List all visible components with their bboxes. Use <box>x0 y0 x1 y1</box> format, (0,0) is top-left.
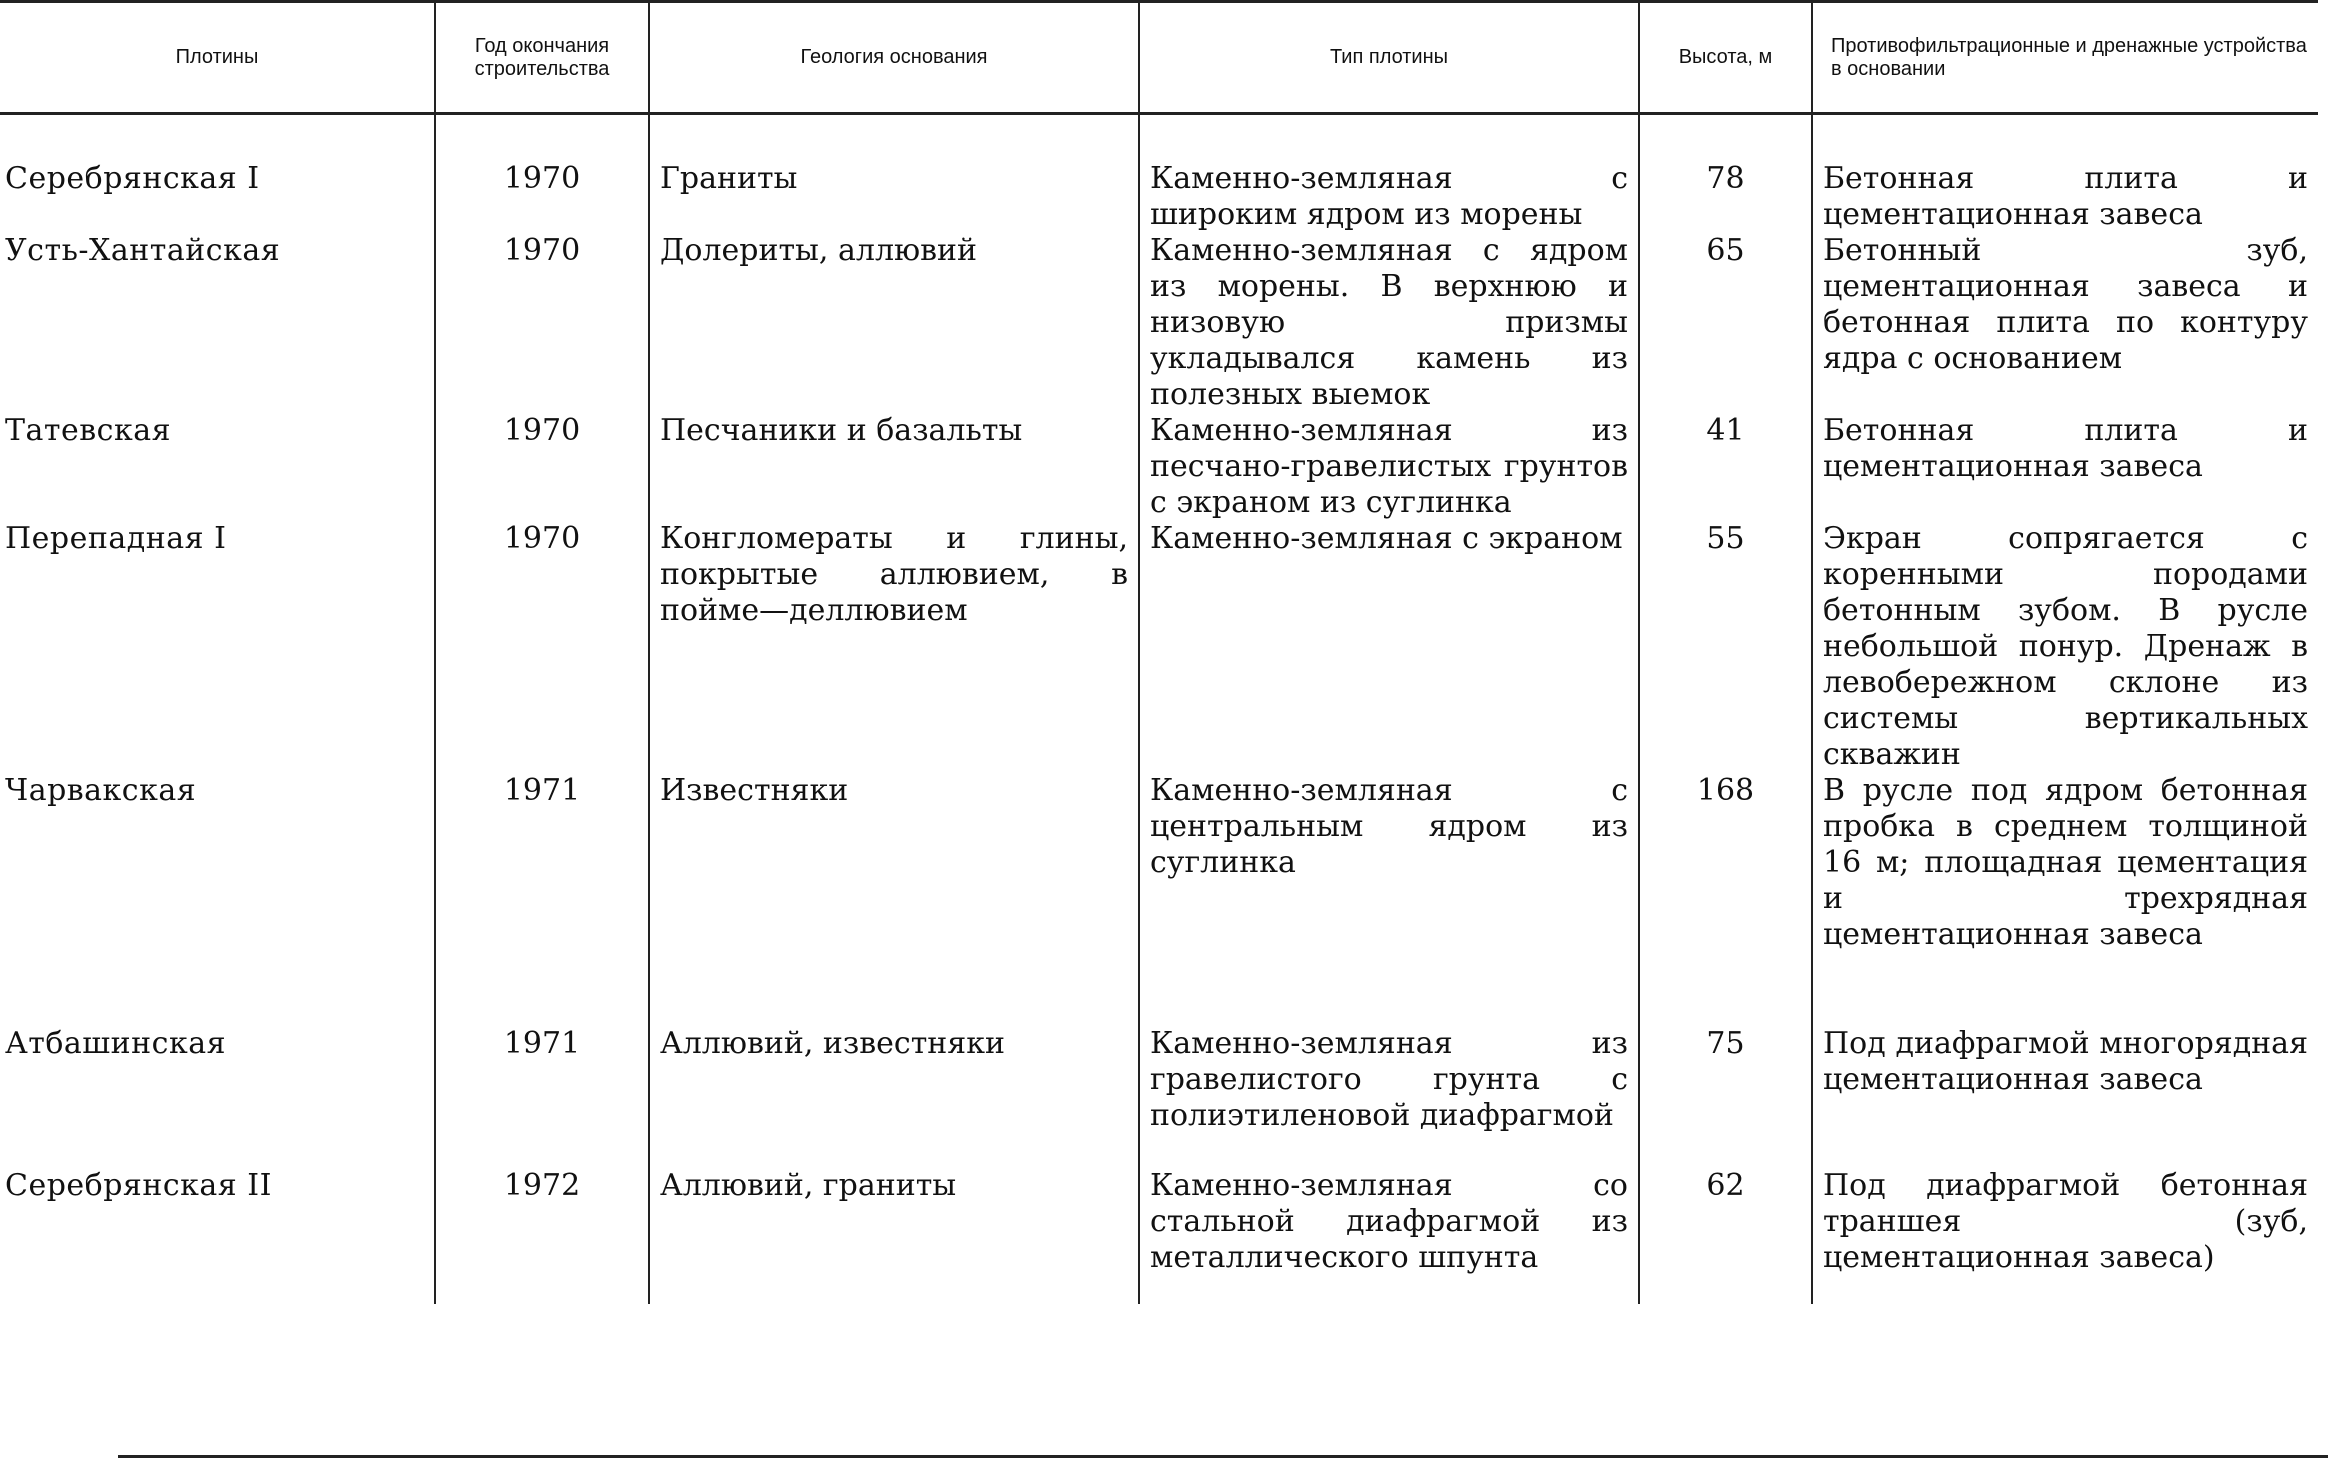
dam-name: Серебрянская II <box>5 1168 272 1203</box>
completion-year: 1970 <box>435 114 649 234</box>
foundation-geology: Конгломераты и глины, покрытые аллювием, в пойме—деллювием <box>649 521 1139 773</box>
dam-type: Каменно-земляная с экраном <box>1139 521 1639 773</box>
dam-height: 41 <box>1639 413 1812 521</box>
dam-type: Каменно-земляная с центральным ядром из суглинка <box>1139 773 1639 1026</box>
dam-type: Каменно-земляная из гравелистого грунта с полиэтиленовой диафрагмой <box>1139 1026 1639 1168</box>
dam-type: Каменно-земляная с широким ядром из морены <box>1139 114 1639 234</box>
dam-height: 65 <box>1639 233 1812 413</box>
dam-name: Атбашинская <box>5 1026 227 1061</box>
dam-name: Усть-Хантайская <box>5 233 281 268</box>
foundation-geology: Аллювий, известняки <box>649 1026 1139 1168</box>
header-row <box>0 2 2318 114</box>
completion-year: 1972 <box>435 1168 649 1304</box>
header-devices: Противофильтрационные и дренажные устройства в основании <box>1812 2 2318 114</box>
table-row <box>0 1168 2318 1304</box>
dam-height: 55 <box>1639 521 1812 773</box>
foundation-geology: Известняки <box>649 773 1139 1026</box>
table-row <box>0 1026 2318 1168</box>
table-row <box>0 413 2318 521</box>
header-geology: Геология основания <box>649 2 1139 114</box>
dam-height: 168 <box>1639 773 1812 1026</box>
seepage-devices: Бетонный зуб, цементационная завеса и бетонная плита по контуру ядра с основанием <box>1812 233 2318 413</box>
completion-year: 1971 <box>435 773 649 1026</box>
dam-name: Татевская <box>5 413 171 448</box>
foundation-geology: Граниты <box>649 114 1139 234</box>
seepage-devices: Бетонная плита и цементационная завеса <box>1812 413 2318 521</box>
dam-height: 62 <box>1639 1168 1812 1304</box>
foundation-geology: Долериты, аллювий <box>649 233 1139 413</box>
seepage-devices: Бетонная плита и цементационная завеса <box>1812 114 2318 234</box>
dam-type: Каменно-земляная из песчано-гравелистых грунтов с экраном из суглинка <box>1139 413 1639 521</box>
completion-year: 1970 <box>435 413 649 521</box>
dam-height: 78 <box>1639 114 1812 234</box>
seepage-devices: Экран сопрягается с коренными породами бетонным зубом. В русле небольшой понур. Дренаж в левобережном склоне из системы вертикальных скважин <box>1812 521 2318 773</box>
header-dam: Плотины <box>0 2 435 114</box>
seepage-devices: Под диафрагмой бетонная траншея (зуб, цементационная завеса) <box>1812 1168 2318 1304</box>
seepage-devices: Под диафрагмой многорядная цементационная завеса <box>1812 1026 2318 1168</box>
table-row <box>0 114 2318 234</box>
dam-name: Перепадная I <box>5 521 227 556</box>
dam-name: Серебрянская I <box>5 161 260 196</box>
completion-year: 1970 <box>435 521 649 773</box>
table-header <box>0 2 2318 114</box>
dam-height: 75 <box>1639 1026 1812 1168</box>
header-height: Высота, м <box>1639 2 1812 114</box>
completion-year: 1970 <box>435 233 649 413</box>
table-row <box>0 773 2318 1026</box>
table-body <box>0 114 2318 1305</box>
foundation-geology: Песчаники и базальты <box>649 413 1139 521</box>
dam-name: Чарвакская <box>5 773 197 808</box>
table-row <box>0 233 2318 413</box>
table-bottom-rule <box>118 1455 2328 1458</box>
header-type: Тип плотины <box>1139 2 1639 114</box>
seepage-devices: В русле под ядром бетонная пробка в среднем толщиной 16 м; площадная цементация и трехрядная цементационная завеса <box>1812 773 2318 1026</box>
dam-type: Каменно-земляная со стальной диафрагмой из металлического шпунта <box>1139 1168 1639 1304</box>
completion-year: 1971 <box>435 1026 649 1168</box>
dam-type: Каменно-земляная с ядром из морены. В верхнюю и низовую призмы укладывался камень из полезных выемок <box>1139 233 1639 413</box>
table-row <box>0 521 2318 773</box>
foundation-geology: Аллювий, граниты <box>649 1168 1139 1304</box>
header-year: Год окончания строительства <box>435 2 649 114</box>
